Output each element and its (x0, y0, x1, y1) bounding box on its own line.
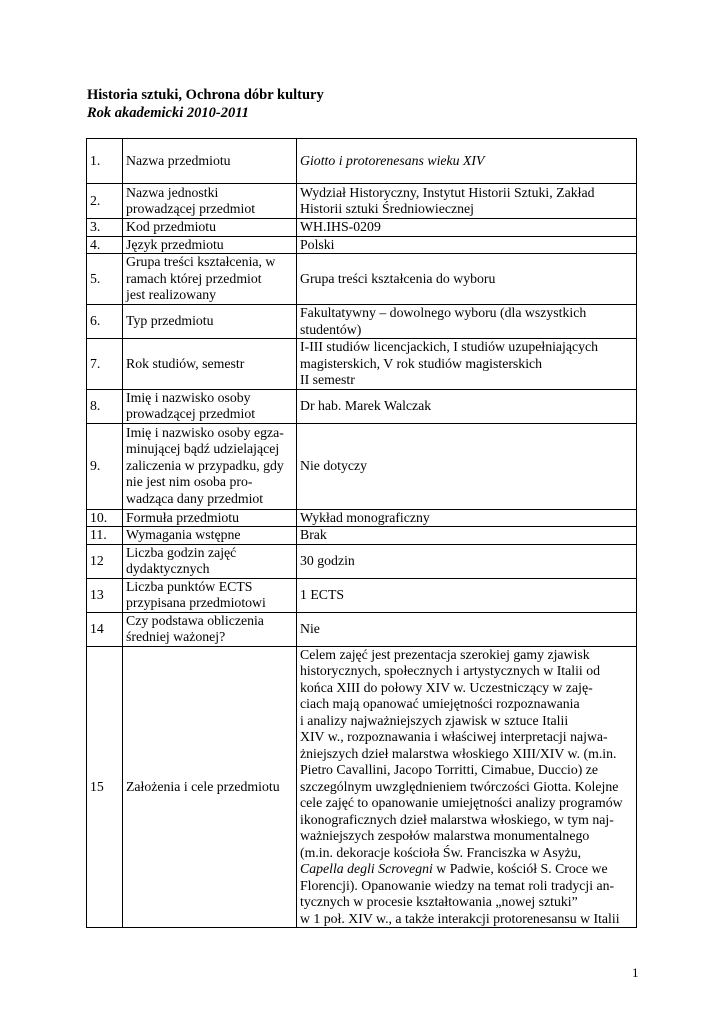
row-value (297, 219, 637, 237)
label-line: Typ przedmiotu (126, 313, 214, 329)
label-line: średniej ważonej? (126, 629, 226, 644)
label-line: przypisana przedmiotowi (126, 595, 266, 610)
table-row (87, 612, 637, 646)
value-line: magisterskich, V rok studiów magisterskich (300, 355, 543, 371)
row-number: 4. (87, 236, 123, 254)
text-line: XIV w., rozpoznawania i właściwej interpretacji najwa- (300, 729, 608, 744)
table-row (87, 423, 637, 509)
row-label (123, 236, 297, 254)
table-row (87, 509, 637, 527)
label-line: Język przedmiotu (126, 236, 224, 252)
value-line: Wykład monograficzny (300, 509, 430, 525)
text-line: żniejszych dzieł malarstwa włoskiego XIII/XIV w. (m.in. (300, 745, 617, 761)
value-line: Nie dotyczy (300, 457, 368, 473)
label-line: Formuła przedmiotu (126, 509, 240, 525)
row-value (297, 509, 637, 527)
row-number: 6. (87, 305, 123, 339)
value-line: Historii sztuki Średniowiecznej (300, 201, 474, 216)
table-row (87, 389, 637, 423)
row-label (123, 339, 297, 390)
label-line: Grupa treści kształcenia, w (126, 254, 276, 270)
table-row (87, 305, 637, 339)
value-line: Dr hab. Marek Walczak (300, 397, 432, 413)
row-number: 2. (87, 184, 123, 219)
text-line: i analizy najważniejszych zjawisk w sztuce Italii (300, 712, 569, 728)
text-line: cele zajęć to opanowanie umiejętności analizy programów (300, 795, 623, 810)
text-line: końca XIII do połowy XIV w. Uczestniczący w zaję- (300, 679, 593, 695)
row-value (297, 389, 637, 423)
table-row (87, 544, 637, 578)
label-line: jest realizowany (126, 287, 217, 303)
row-value (297, 527, 637, 545)
label-line: Liczba punktów ECTS (126, 578, 253, 594)
row-number: 11. (87, 527, 123, 545)
row-number: 15 (87, 646, 123, 928)
text-fragment: w Padwie, kościół S. Croce we (432, 861, 608, 876)
row-number: 5. (87, 254, 123, 305)
row-value (297, 544, 637, 578)
row-number: 12 (87, 544, 123, 578)
row-value (297, 305, 637, 339)
text-line: ikonograficznych dzieł malarstwa włoskiego, w tym naj- (300, 811, 614, 827)
row-label: Założenia i cele przedmiotu (123, 646, 297, 928)
label-line: Nazwa przedmiotu (126, 152, 231, 168)
label-line: wadząca dany przedmiot (126, 490, 264, 506)
table-row (87, 578, 637, 612)
label-line: nie jest nim osoba pro- (126, 474, 253, 490)
value-line: Fakultatywny – dowolnego wyboru (dla wszystkich (300, 305, 587, 320)
row-value (297, 578, 637, 612)
value-line: WH.IHS-0209 (300, 219, 381, 234)
table-row (87, 184, 637, 219)
table-row (87, 527, 637, 545)
table-row (87, 219, 637, 237)
label-line: Nazwa jednostki (126, 184, 219, 200)
syllabus-table-body (87, 139, 637, 928)
italic-title: Capella degli Scrovegni (300, 861, 433, 876)
label-line: Kod przedmiotu (126, 219, 217, 234)
row-label (123, 254, 297, 305)
row-label (123, 578, 297, 612)
label-line: zaliczenia w przypadku, gdy (126, 457, 284, 473)
row-label (123, 527, 297, 545)
row-label (123, 139, 297, 184)
course-title: Historia sztuki, Ochrona dóbr kultury (87, 87, 324, 103)
row-number: 13 (87, 578, 123, 612)
label-line: Wymagania wstępne (126, 527, 241, 542)
value-line: studentów) (300, 321, 362, 337)
row-number: 3. (87, 219, 123, 237)
text-line: (m.in. dekoracje kościoła Św. Franciszka w Asyżu, (300, 844, 582, 860)
row-value (297, 612, 637, 646)
value-line: Wydział Historyczny, Instytut Historii Sztuki, Zakład (300, 184, 595, 200)
row-label (123, 612, 297, 646)
text-line: Florencji). Opanowanie wiedzy na temat roli tradycji an- (300, 877, 615, 893)
row-value (297, 139, 637, 184)
text-line: Pietro Cavallini, Jacopo Torritti, Cimabue, Duccio) ze (300, 762, 599, 777)
value-line: Nie (300, 620, 320, 636)
table-row-15 (87, 646, 637, 928)
label-line: minującej bądź udzielającej (126, 441, 280, 457)
row-value (297, 339, 637, 390)
value-line: 30 godzin (300, 552, 355, 568)
table-row (87, 139, 637, 184)
row-label (123, 184, 297, 219)
row-value (297, 184, 637, 219)
text-line: historycznych, społecznych i artystycznych w Italii od (300, 663, 600, 678)
text-line (300, 861, 633, 878)
value-line: Polski (300, 236, 335, 252)
row-label (123, 509, 297, 527)
value-line: Grupa treści kształcenia do wyboru (300, 270, 496, 286)
table-row (87, 254, 637, 305)
row-label (123, 423, 297, 509)
row-value (297, 254, 637, 305)
row-number: 7. (87, 339, 123, 390)
row-number: 8. (87, 389, 123, 423)
value-line: 1 ECTS (300, 586, 345, 602)
row-number: 14 (87, 612, 123, 646)
label-line: ramach której przedmiot (126, 270, 262, 286)
label-line: prowadzącej przedmiot (126, 201, 256, 216)
value-line: Brak (300, 527, 327, 542)
table-row (87, 236, 637, 254)
value-line: I-III studiów licencjackich, I studiów uzupełniających (300, 339, 599, 354)
row-label (123, 305, 297, 339)
text-line: ciach mają opanować umiejętności rozpoznawania (300, 696, 580, 711)
row-label (123, 389, 297, 423)
label-line: dydaktycznych (126, 561, 210, 576)
label-line: Rok studiów, semestr (126, 355, 245, 371)
text-line: ważniejszych zespołów malarstwa monumentalnego (300, 828, 590, 843)
text-line: tycznych w procesie kształtowania „nowej sztuki” (300, 894, 578, 909)
table-row (87, 339, 637, 390)
row-value-goals (297, 646, 637, 928)
text-line: szczególnym uwzględnieniem twórczości Giotta. Kolejne (300, 778, 619, 794)
label-line: Czy podstawa obliczenia (126, 612, 264, 628)
value-line: II semestr (300, 372, 355, 387)
row-value (297, 236, 637, 254)
row-value (297, 423, 637, 509)
label-line: Imię i nazwisko osoby (126, 389, 251, 405)
row-number: 1. (87, 139, 123, 184)
label-line: prowadzącej przedmiot (126, 406, 256, 421)
row-number: 10. (87, 509, 123, 527)
text-line: Celem zajęć jest prezentacja szerokiej gamy zjawisk (300, 646, 590, 662)
page-number: 1 (632, 965, 639, 980)
row-label (123, 544, 297, 578)
document-header (87, 86, 324, 122)
syllabus-table (86, 138, 637, 928)
academic-year: Rok akademicki 2010-2011 (87, 105, 249, 121)
text-line: w 1 poł. XIV w., a także interakcji protorenesansu w Italii (300, 910, 620, 926)
row-label (123, 219, 297, 237)
label-line: Imię i nazwisko osoby egza- (126, 424, 284, 440)
row-number: 9. (87, 423, 123, 509)
label-line: Liczba godzin zajęć (126, 544, 237, 560)
value-line: Giotto i protorenesans wieku XIV (300, 152, 485, 168)
